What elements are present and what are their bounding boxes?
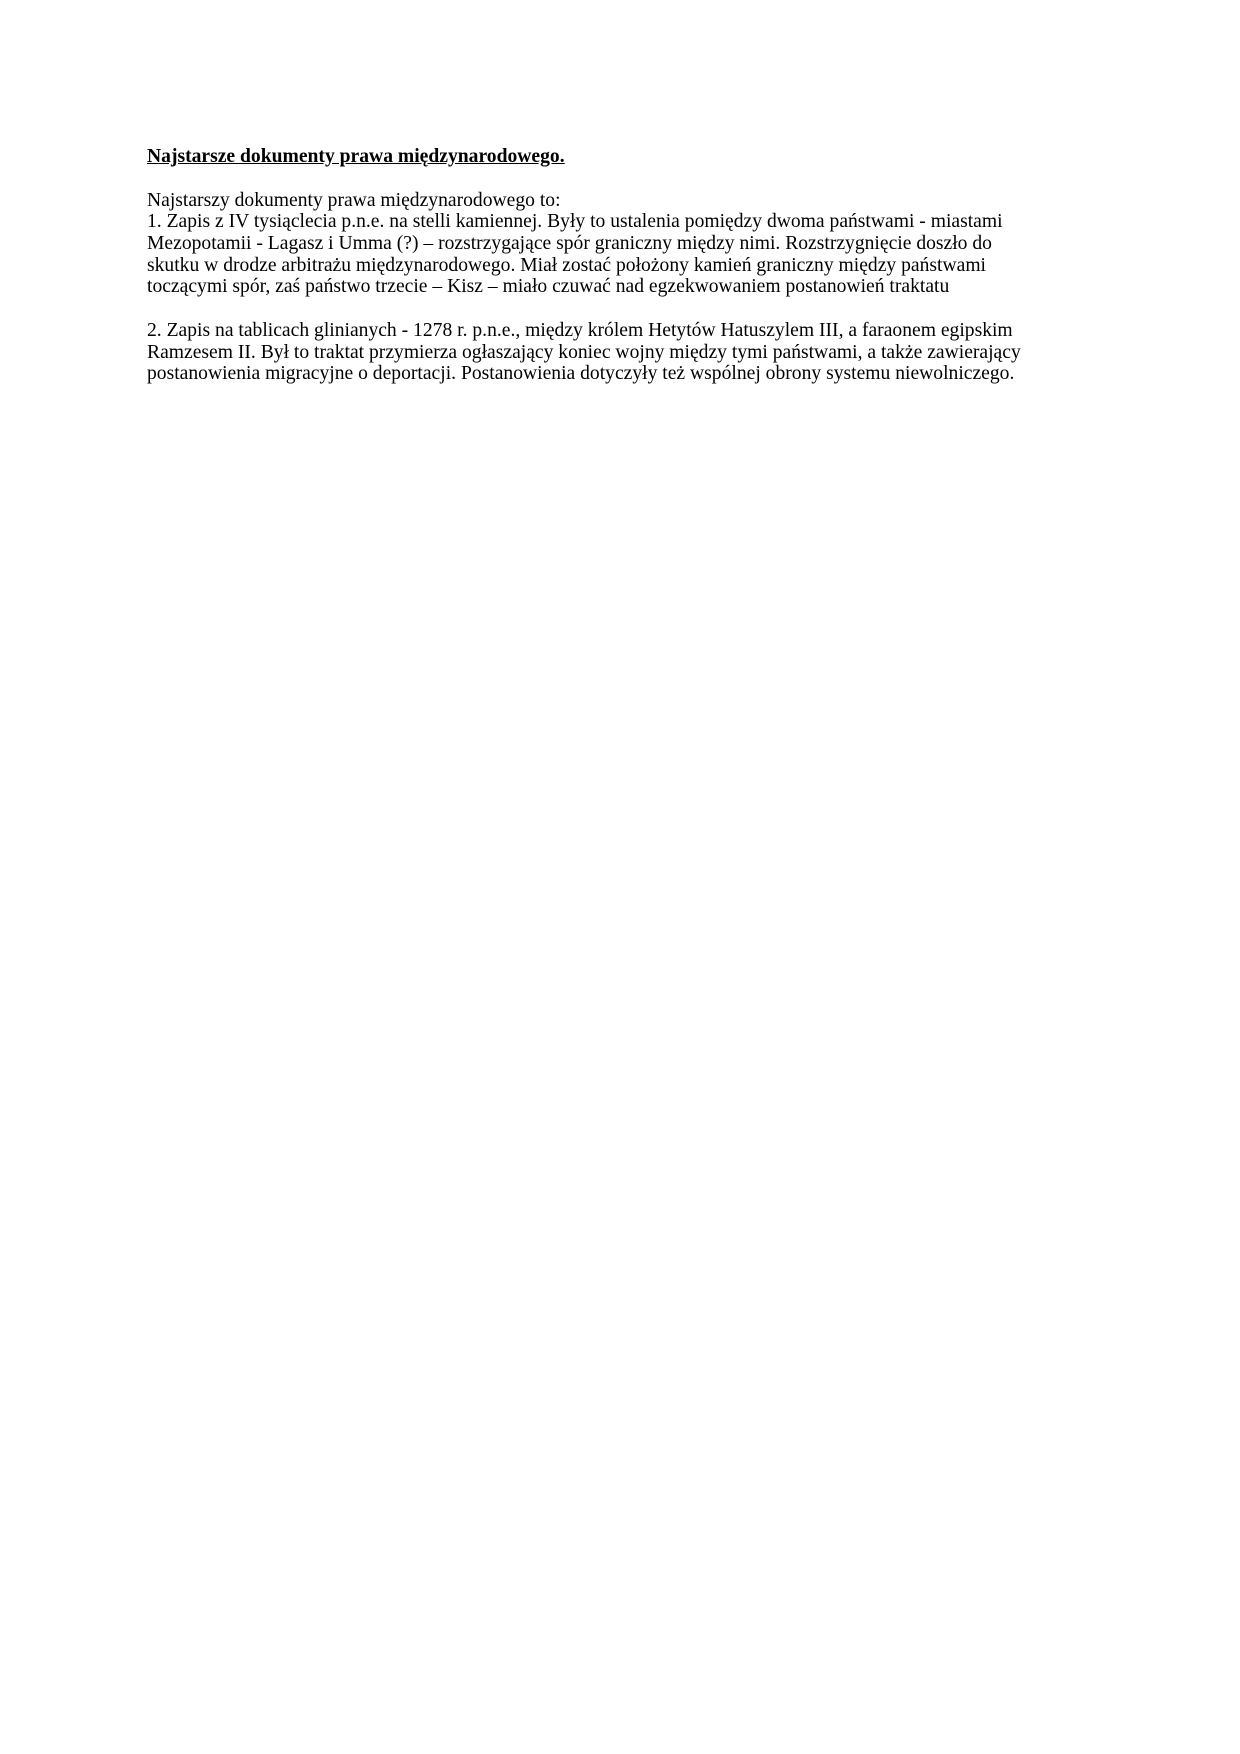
document-body — [147, 146, 1097, 385]
item-1-line: Mezopotamii - Lagasz i Umma (?) – rozstrzygające spór graniczny między nimi. Rozstrzygnięcie doszło do — [147, 233, 992, 255]
item-1-line: 1. Zapis z IV tysiąclecia p.n.e. na stelli kamiennej. Były to ustalenia pomiędzy dwoma państwami - miastami — [147, 211, 1003, 233]
item-1-paragraph — [147, 211, 1097, 298]
intro-line: Najstarszy dokumenty prawa międzynarodowego to: — [147, 189, 561, 211]
document-title: Najstarsze dokumenty prawa międzynarodowego. — [147, 146, 565, 167]
item-2-line: Ramzesem II. Był to traktat przymierza ogłaszający koniec wojny między tymi państwami, a także zawierający — [147, 341, 1021, 363]
blank-line — [147, 298, 1097, 320]
item-2-line: 2. Zapis na tablicach glinianych - 1278 r. p.n.e., między królem Hetytów Hatuszylem III, a faraonem egipskim — [147, 319, 1013, 341]
item-2-paragraph — [147, 320, 1097, 385]
item-2-line: postanowienia migracyjne o deportacji. Postanowienia dotyczyły też wspólnej obrony systemu niewolniczego. — [147, 363, 1015, 385]
blank-line — [147, 168, 1097, 190]
item-1-line: toczącymi spór, zaś państwo trzecie – Kisz – miało czuwać nad egzekwowaniem postanowień traktatu — [147, 276, 950, 298]
item-1-line: skutku w drodze arbitrażu międzynarodowego. Miał zostać położony kamień graniczny między państwami — [147, 254, 987, 276]
